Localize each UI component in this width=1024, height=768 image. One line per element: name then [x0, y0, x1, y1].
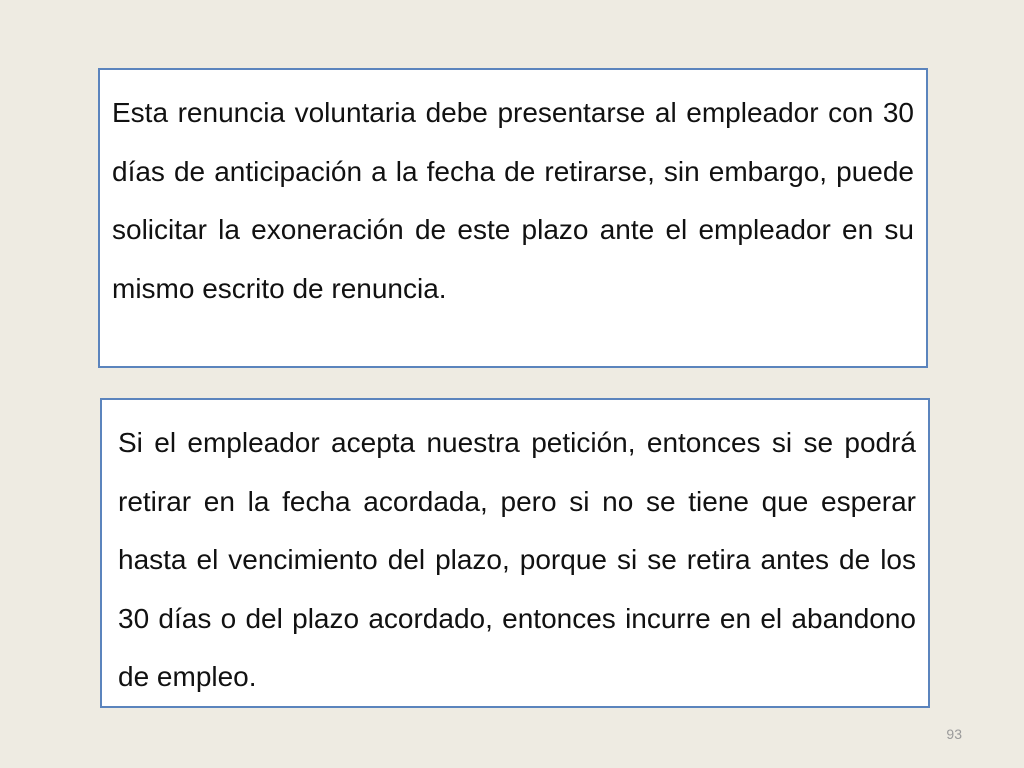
text-box-peticion: [100, 398, 930, 708]
paragraph-renuncia: Esta renuncia voluntaria debe presentarse al empleador con 30 días de anticipación a la fecha de retirarse, sin embargo, puede solicitar la exoneración de este plazo ante el empleador en su mismo escrito de renuncia.: [112, 97, 914, 304]
page-number: 93: [946, 726, 962, 742]
text-box-renuncia: [98, 68, 928, 368]
paragraph-peticion: Si el empleador acepta nuestra petición, entonces si se podrá retirar en la fecha acordada, pero si no se tiene que esperar hasta el vencimiento del plazo, porque si se retira antes de los 30 días o del plazo acordado, entonces incurre en el abandono de empleo.: [118, 427, 916, 692]
